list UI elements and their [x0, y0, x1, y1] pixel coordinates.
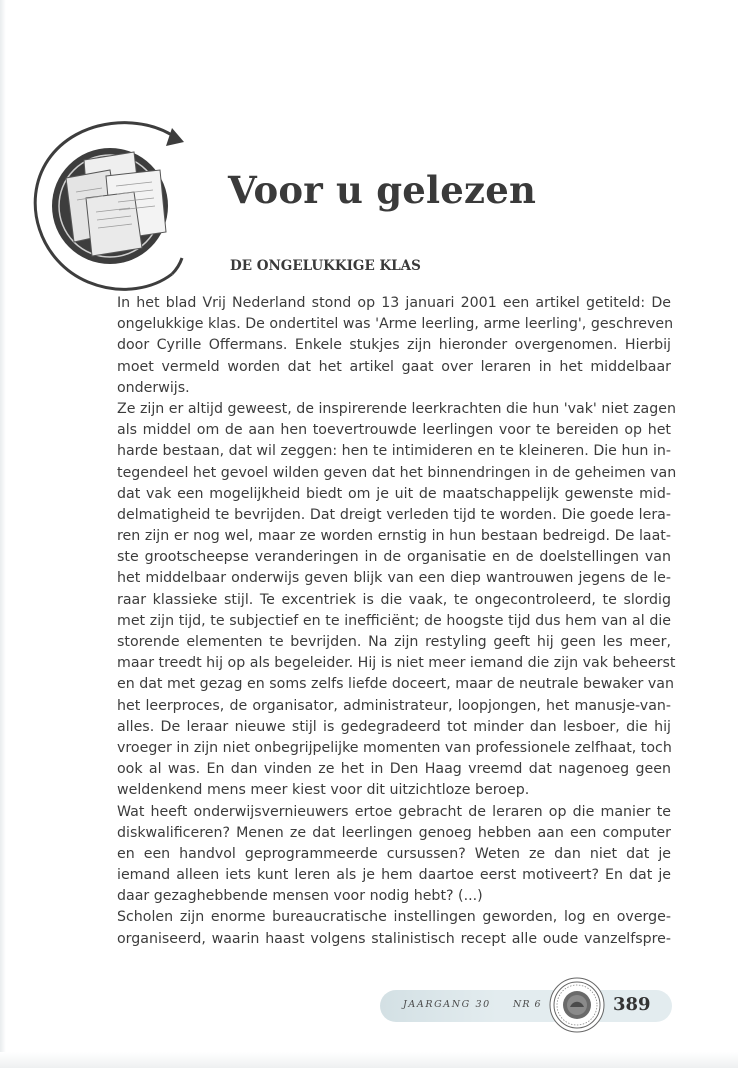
body-line: en dat met gezag en soms zelfs liefde doceert, maar de neutrale bewaker van [117, 676, 674, 693]
body-line: alles. De leraar nieuwe stijl is gedegradeerd tot minder dan lesboer, die hij [117, 718, 671, 735]
body-line: het leerproces, de organisator, administrateur, loopjongen, het manusje-van- [117, 697, 671, 714]
body-line: dat vak een mogelijkheid biedt om je uit de maatschappelijk gewenste mid- [117, 485, 671, 502]
body-line: delmatigheid te bevrijden. Dat dreigt verleden tijd te worden. Die goede lera- [117, 506, 671, 523]
body-line: door Cyrille Offermans. Enkele stukjes zijn hieronder overgenomen. Hierbij [117, 337, 671, 354]
body-line: storende elementen te bevrijden. Na zijn restyling geeft hij geen les meer, [117, 634, 671, 650]
body-line: diskwalificeren? Menen ze dat leerlingen genoeg hebben aan een computer [117, 824, 671, 841]
body-line: tegendeel het gevoel wilden geven dat het binnendringen in de geheimen van [117, 464, 677, 481]
body-line: harde bestaan, dat wil zeggen: hen te intimideren en te kleineren. Die hun in- [117, 443, 671, 460]
body-line: raar klassieke stijl. Te excentriek is die vaak, te ongecontroleerd, te slordig [117, 591, 671, 608]
body-line: ook al was. En dan vinden ze het in Den Haag vreemd dat nagenoeg geen [117, 761, 671, 778]
body-line: organiseerd, waarin haast volgens stalinistisch recept alle oude vanzelfspre- [117, 930, 671, 947]
body-line: iemand alleen iets kunt leren als je hem daartoe eerst motiveert? En dat je [117, 867, 671, 884]
body-line: met zijn tijd, te subjectief en te inefficiënt; de hoogste tijd dus hem van al die [117, 612, 671, 629]
body-line: daar gezaghebbende mensen voor nodig hebt? (...) [117, 888, 483, 905]
body-line: onderwijs. [117, 379, 190, 396]
body-line: In het blad Vrij Nederland stond op 13 januari 2001 een artikel getiteld: De [117, 295, 671, 311]
footer-issue: NR 6 [513, 999, 542, 1010]
body-line: Wat heeft onderwijsvernieuwers ertoe gebracht de leraren op die manier te [117, 803, 671, 820]
article-subtitle: DE ONGELUKKIGE KLAS [230, 258, 421, 274]
body-line: Scholen zijn enorme bureaucratische instellingen geworden, log en overge- [117, 909, 671, 926]
footer-volume: JAARGANG 30 [403, 999, 491, 1010]
body-line: ongelukkige klas. De ondertitel was 'Arme leerling, arme leerling', geschreven [117, 316, 674, 333]
page-left-edge [0, 0, 6, 1068]
body-line: moet vermeld worden dat het artikel gaat over leraren in het middelbaar [117, 358, 671, 375]
journal-seal-icon [548, 976, 606, 1034]
body-line: weldenkend mens meer kiest voor dit uitzichtloze beroep. [117, 782, 530, 799]
body-line: als middel om de aan hen toevertrouwde leerlingen voor te bereiden op het [117, 422, 671, 439]
body-line: maar treedt hij op als begeleider. Hij is niet meer iemand die zijn vak beheerst [117, 655, 676, 672]
body-line: en een handvol geprogrammeerde cursussen? Weten ze dan niet dat je [117, 845, 671, 862]
page-number: 389 [613, 994, 651, 1015]
papers-circle-logo-icon [26, 112, 216, 292]
body-line: het middelbaar onderwijs geven blijk van een diep wantrouwen jegens de le- [117, 570, 671, 587]
article-title: Voor u gelezen [228, 168, 537, 212]
body-line: ste grootscheepse veranderingen in de organisatie en de doelstellingen van [117, 549, 671, 566]
body-line: Ze zijn er altijd geweest, de inspirerende leerkrachten die hun 'vak' niet zagen [117, 400, 676, 417]
page-bottom-edge [0, 1052, 738, 1068]
body-line: vroeger in zijn niet onbegrijpelijke momenten van professionele zelfhaat, toch [117, 739, 672, 756]
body-line: ren zijn er nog wel, maar ze worden ernstig in hun bestaan bedreigd. De laat- [117, 528, 671, 545]
article-body [117, 293, 677, 950]
